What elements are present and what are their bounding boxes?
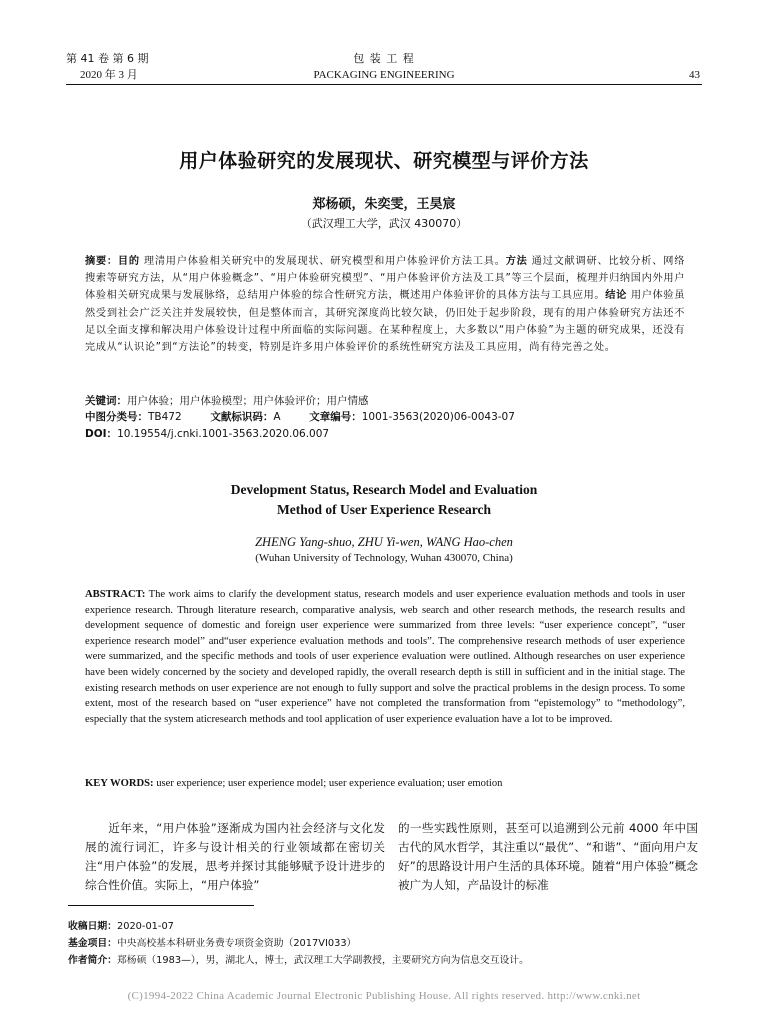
footnote-rule [68, 905, 254, 906]
article-number-value: 1001-3563(2020)06-0043-07 [361, 411, 515, 423]
doc-code-label: 文献标识码： [210, 411, 274, 423]
article-title-zh: 用户体验研究的发展现状、研究模型与评价方法 [179, 150, 589, 172]
keywords-label-en: KEY WORDS: [85, 778, 154, 789]
abstract-label-zh: 摘要： [85, 256, 118, 267]
purpose-label: 目的 [117, 256, 140, 267]
authors-en: ZHENG Yang-shuo, ZHU Yi-wen, WANG Hao-chen [255, 535, 513, 549]
journal-name-en: PACKAGING ENGINEERING [313, 69, 455, 81]
footnote-received [68, 919, 718, 935]
page-number: 43 [689, 69, 700, 81]
journal-name-zh: 包 装 工 程 [353, 52, 415, 65]
volume-issue: 第 41 卷 第 6 期 [66, 52, 149, 65]
header-rule [66, 84, 702, 85]
conclusion-label: 结论 [605, 290, 627, 302]
keywords-zh [85, 393, 705, 409]
keywords-label-zh: 关键词： [85, 395, 127, 407]
author-bio-label: 作者简介： [68, 955, 117, 966]
abstract-en [85, 587, 685, 727]
article-number-label: 文章编号： [309, 411, 362, 423]
abstract-label-en: ABSTRACT: [85, 589, 146, 600]
purpose-text: 理清用户体验相关研究中的发展现状、研究模型和用户体验评价方法工具。 [139, 256, 506, 267]
fund-text: 中央高校基本科研业务费专项资金资助（2017VI033） [116, 938, 357, 949]
author-bio-text: 郑杨硕（1983—），男，湖北人，博士，武汉理工大学副教授，主要研究方向为信息交互设计。 [116, 955, 529, 966]
abstract-zh [85, 253, 685, 356]
footnote-author [68, 953, 718, 969]
keywords-en [85, 776, 705, 791]
body-column-right: 的一些实践性原则，甚至可以追溯到公元前 4000 年中国古代的风水哲学，其注重以“最优”、“和谐”、“面向用户友好”的思路设计用户生活的具体环境。随着“用户体验”概念被广为人知，产品设计的标准 [398, 821, 698, 892]
clc-label: 中图分类号： [85, 411, 148, 423]
classification-line [85, 409, 705, 425]
article-title-en [0, 480, 768, 520]
affiliation-en: (Wuhan University of Technology, Wuhan 430070, China) [255, 552, 513, 564]
method-label: 方法 [505, 256, 528, 267]
doc-code-value: A [273, 411, 281, 423]
authors-zh: 郑杨硕，朱奕雯，王昊宸 [312, 197, 456, 212]
fund-label: 基金项目： [68, 938, 117, 949]
received-label: 收稿日期： [68, 921, 117, 932]
title-en-line1: Development Status, Research Model and Evaluation [230, 482, 538, 497]
doi-line [85, 426, 705, 442]
keywords-text-zh: 用户体验；用户体验模型；用户体验评价；用户情感 [127, 395, 369, 407]
title-en-line2: Method of User Experience Research [277, 502, 491, 517]
issue-date: 2020 年 3 月 [80, 69, 138, 81]
received-date: 2020-01-07 [116, 921, 174, 932]
abstract-text-en: The work aims to clarify the development status, research models and user experience evaluation methods and tools in user experience research. Through literature research, comparative analysis, web search and other research methods, the research results and development sequence of domestic and foreign user experience were summarized from three levels: “user experience concept”, “user experience research model” and“user experience evaluation methods and tools”. The comprehensive research methods of user experience were summarized, and the specific methods and tools of user experience evaluation were outlined. Although researches on user experience have been widely concerned by the society and developed rapidly, the overall research depth is still in sufficient and in the initial stage. The existing research methods on user experience are not enough to fully support and solve the practical problems in the design process. To some extent, most of the research based on “user experience” have not completed the transformation from “epistemology” to “methodology”, especially that the system aticresearch methods and tool application of user experience evaluation have a lot to be improved. [85, 589, 685, 725]
copyright-notice: (C)1994-2022 China Academic Journal Electronic Publishing House. All rights reserved. http://www.cnki.net [127, 990, 641, 1002]
keywords-text-en: user experience; user experience model; user experience evaluation; user emotion [153, 778, 503, 789]
footnote-fund [68, 936, 718, 952]
body-column-left: 近年来，“用户体验”逐渐成为国内社会经济与文化发展的流行词汇，许多与设计相关的行业领域都在密切关注“用户体验”的发展，思考并探讨其能够赋予设计进步的综合性价值。实际上，“用户体验” [85, 821, 385, 892]
method-text: 通过文献调研、比较分析、网络搜索等研究方法，从“用户体验概念”、“用户体验研究模型”、“用户体验评价方法及工具”等三个层面，梳理并归纳国内外用户体验相关研究成果与发展脉络，总结用户体验的综合性研究方法，概述用户体验评价的具体方法与工具应用。 [85, 256, 685, 302]
doi-label: DOI： [85, 428, 118, 440]
doi-value[interactable]: 10.19554/j.cnki.1001-3563.2020.06.007 [117, 428, 330, 440]
conclusion-text: 用户体验虽然受到社会广泛关注并发展较快，但是整体而言，其研究深度尚比较欠缺，仍旧处于起步阶段，现有的用户体验研究方法还不足以全面支撑和解决用户体验设计过程中所面临的实际问题。在某种程度上，大多数以“用户体验”为主题的研究成果，还没有完成从“认识论”到“方法论”的转变，特别是许多用户体验评价的系统性研究方法及工具应用，尚有待完善之处。 [85, 290, 686, 354]
clc-value: TB472 [148, 411, 182, 423]
affiliation-zh: （武汉理工大学，武汉 430070） [300, 217, 468, 230]
